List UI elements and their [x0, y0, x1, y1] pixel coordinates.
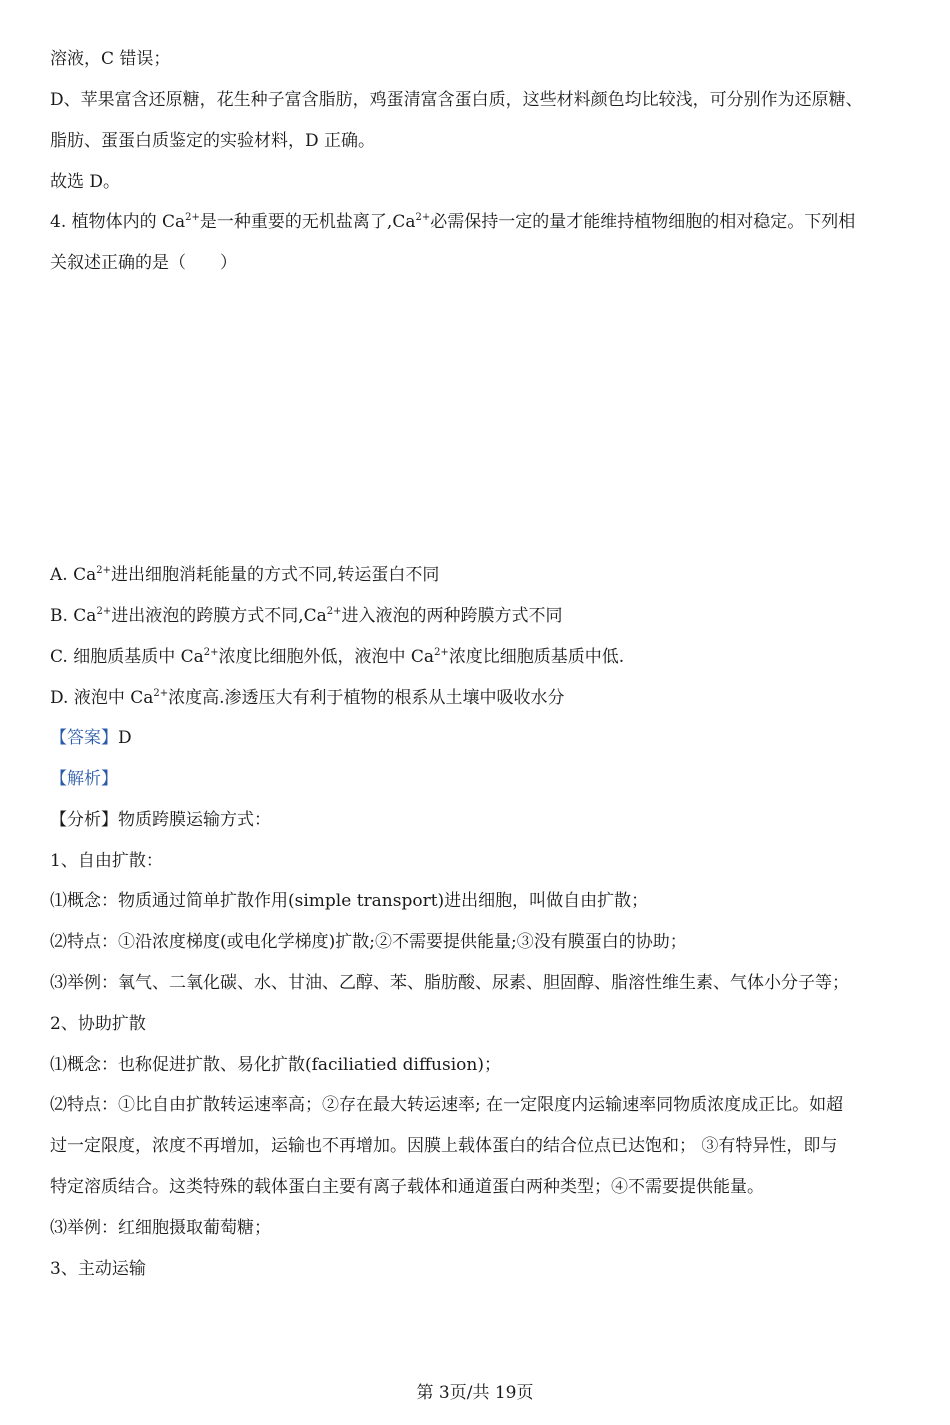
- text-line: ⑵特点：①比自由扩散转运速率高；②存在最大转运速率; 在一定限度内运输速率同物质浓度成正比。如超: [50, 1095, 844, 1115]
- text-line: ⑶举例：氧气、二氧化碳、水、甘油、乙醇、苯、脂肪酸、尿素、胆固醇、脂溶性维生素、气体小分子等；: [50, 973, 849, 993]
- text-line: ⑶举例：红细胞摄取葡萄糖；: [50, 1218, 271, 1238]
- text-line: 【分析】物质跨膜运输方式：: [50, 810, 271, 830]
- analysis-label: 【解析】: [50, 769, 118, 789]
- text-line: 溶液，C 错误；: [50, 49, 171, 69]
- page-footer: 第 3页/共 19页: [416, 1383, 534, 1403]
- text-line: ⑴概念：物质通过简单扩散作用(simple transport)进出细胞，叫做自由扩散；: [50, 891, 649, 911]
- option-c: C. 细胞质基质中 $Ca^{2+}$浓度比细胞外低，液泡中 $Ca^{2+}$浓度比细胞质基质中低.: [50, 647, 625, 667]
- text-line: 脂肪、蛋蛋白质鉴定的实验材料，D 正确。: [50, 131, 376, 151]
- answer-label: 【答案】: [50, 728, 118, 748]
- question-stem: 4. 植物体内的 $Ca^{2+}$是一种重要的无机盐离了$,Ca^{2+}$必需保持一定的量才能维持植物细胞的相对稳定。下列相: [50, 212, 856, 232]
- text-line: D、苹果富含还原糖，花生种子富含脂肪，鸡蛋清富含蛋白质，这些材料颜色均比较浅，可分别作为还原糖、: [50, 90, 863, 110]
- text-line: 故选 D。: [50, 172, 121, 192]
- option-b: B. $Ca^{2+}$进出液泡的跨膜方式不同$,Ca^{2+}$进入液泡的两种跨膜方式不同: [50, 606, 563, 626]
- option-d: D. 液泡中 $Ca^{2+}$浓度高.渗透压大有利于植物的根系从土壤中吸收水分: [50, 688, 565, 708]
- answer-line: [50, 726, 132, 750]
- text-line: 2、协助扩散: [50, 1014, 146, 1034]
- text-line: 3、主动运输: [50, 1259, 146, 1279]
- text-line: 过一定限度，浓度不再增加，运输也不再增加。因膜上载体蛋白的结合位点已达饱和； ③有特异性，即与: [50, 1136, 838, 1156]
- question-stem-line2: 关叙述正确的是（ ）: [50, 253, 237, 273]
- text-line: 特定溶质结合。这类特殊的载体蛋白主要有离子载体和通道蛋白两种类型；④不需要提供能量。: [50, 1177, 764, 1197]
- option-a: A. $Ca^{2+}$进出细胞消耗能量的方式不同,转运蛋白不同: [50, 565, 440, 585]
- text-line: ⑴概念：也称促进扩散、易化扩散(faciliatied diffusion)；: [50, 1055, 501, 1075]
- answer-value: D: [118, 728, 132, 748]
- text-line: 1、自由扩散：: [50, 851, 163, 871]
- text-line: ⑵特点：①沿浓度梯度(或电化学梯度)扩散;②不需要提供能量;③没有膜蛋白的协助；: [50, 932, 687, 952]
